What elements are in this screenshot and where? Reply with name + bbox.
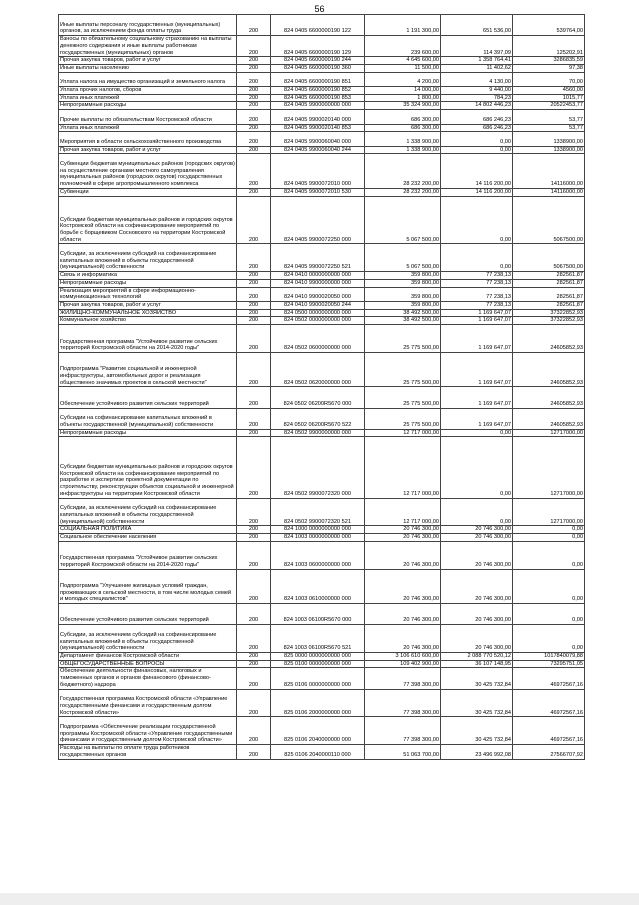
table-row — [59, 745, 585, 759]
row-rest-cell: 24605852,93 — [513, 325, 585, 353]
row-rest-cell: 46972567,16 — [513, 689, 585, 717]
row-plan-cell: 20 746 300,00 — [365, 625, 441, 653]
row-plan-cell: 5 067 500,00 — [365, 196, 441, 244]
table-row — [59, 87, 585, 95]
row-rest-cell: 4560,00 — [513, 87, 585, 95]
row-exec-cell: 0,00 — [441, 132, 513, 146]
row-exec-cell: 20 746 300,00 — [441, 625, 513, 653]
row-code-cell: 824 0502 06200R5670 522 — [271, 408, 365, 429]
row-exec-cell: 1 169 647,07 — [441, 352, 513, 387]
table-row — [59, 625, 585, 653]
row-code-cell: 824 0405 9900060040 244 — [271, 146, 365, 154]
row-plan-cell: 28 232 200,00 — [365, 154, 441, 189]
row-kvsr-cell: 200 — [237, 36, 271, 57]
row-name-cell: Прочая закупка товаров, работ и услуг — [59, 302, 237, 310]
row-rest-cell: 1338900,00 — [513, 132, 585, 146]
row-code-cell: 824 0410 9900020050 244 — [271, 302, 365, 310]
row-code-cell: 824 0410 9900000000 000 — [271, 279, 365, 287]
row-exec-cell: 20 746 300,00 — [441, 604, 513, 625]
row-name-cell: Обеспечение устойчивого развития сельских территорий — [59, 604, 237, 625]
budget-table — [58, 14, 585, 760]
row-code-cell: 824 0405 6600000190 360 — [271, 64, 365, 72]
row-exec-cell: 1 169 647,07 — [441, 309, 513, 317]
row-kvsr-cell: 200 — [237, 87, 271, 95]
row-kvsr-cell: 200 — [237, 146, 271, 154]
row-plan-cell: 359 800,00 — [365, 287, 441, 301]
row-plan-cell: 12 717 000,00 — [365, 429, 441, 437]
table-row — [59, 660, 585, 668]
row-plan-cell: 5 067 500,00 — [365, 244, 441, 272]
row-kvsr-cell: 200 — [237, 745, 271, 759]
row-kvsr-cell: 200 — [237, 72, 271, 86]
row-name-cell: Непрограммные расходы — [59, 429, 237, 437]
row-rest-cell: 53,77 — [513, 124, 585, 132]
row-rest-cell: 0,00 — [513, 534, 585, 542]
row-rest-cell: 24605852,93 — [513, 408, 585, 429]
table-row — [59, 154, 585, 189]
row-exec-cell: 14 116 200,00 — [441, 154, 513, 189]
row-exec-cell: 30 425 732,84 — [441, 717, 513, 745]
row-rest-cell: 46972567,16 — [513, 668, 585, 689]
row-rest-cell: 125202,91 — [513, 36, 585, 57]
row-code-cell: 824 0405 9900072250 000 — [271, 196, 365, 244]
row-plan-cell: 51 063 700,00 — [365, 745, 441, 759]
row-name-cell: Субсидии бюджетам муниципальных районов и городских округов Костромской области на софинансирование мероприятий по борьбе с борщевиком Сосновского на территории Костромской области — [59, 196, 237, 244]
table-row — [59, 110, 585, 124]
row-exec-cell: 30 425 732,84 — [441, 689, 513, 717]
row-code-cell: 825 0100 0000000000 000 — [271, 660, 365, 668]
row-kvsr-cell: 200 — [237, 57, 271, 65]
table-row — [59, 146, 585, 154]
row-code-cell: 824 0410 9900020050 000 — [271, 287, 365, 301]
row-name-cell: Иные выплаты персоналу государственных (муниципальных) органов, за исключением фонда оплаты труда — [59, 15, 237, 36]
row-kvsr-cell: 200 — [237, 437, 271, 498]
row-name-cell: Уплата иных платежей — [59, 124, 237, 132]
row-plan-cell: 12 717 000,00 — [365, 498, 441, 526]
row-plan-cell: 12 717 000,00 — [365, 437, 441, 498]
row-name-cell: Департамент финансов Костромской области — [59, 652, 237, 660]
row-plan-cell: 25 775 500,00 — [365, 352, 441, 387]
row-kvsr-cell: 200 — [237, 652, 271, 660]
row-exec-cell: 784,23 — [441, 94, 513, 102]
row-plan-cell: 20 746 300,00 — [365, 526, 441, 534]
row-name-cell: Иные выплаты населению — [59, 64, 237, 72]
row-code-cell: 824 0405 9900020140 853 — [271, 124, 365, 132]
table-row — [59, 317, 585, 325]
row-rest-cell: 1338900,00 — [513, 146, 585, 154]
row-name-cell: Реализация мероприятий в сфере информационно-коммуникационных технологий — [59, 287, 237, 301]
row-plan-cell: 1 338 900,00 — [365, 146, 441, 154]
row-plan-cell: 1 338 900,00 — [365, 132, 441, 146]
row-code-cell: 824 0410 0000000000 000 — [271, 272, 365, 280]
table-row — [59, 94, 585, 102]
row-kvsr-cell: 200 — [237, 94, 271, 102]
row-name-cell: СОЦИАЛЬНАЯ ПОЛИТИКА — [59, 526, 237, 534]
row-kvsr-cell: 200 — [237, 625, 271, 653]
row-plan-cell: 77 398 300,00 — [365, 668, 441, 689]
table-row — [59, 302, 585, 310]
row-plan-cell: 28 232 200,00 — [365, 188, 441, 196]
row-kvsr-cell: 200 — [237, 15, 271, 36]
row-name-cell: Государственная программа "Устойчивое развитие сельских территорий Костромской области на 2014-2020 годы" — [59, 325, 237, 353]
row-name-cell: Подпрограмма "Улучшение жилищных условий граждан, проживающих в сельской местности, в том числе молодых семей и молодых специалистов" — [59, 569, 237, 604]
row-name-cell: Обеспечение деятельности финансовых, налоговых и таможенных органов и органов финансового (финансово-бюджетного) надзора — [59, 668, 237, 689]
row-exec-cell: 9 440,00 — [441, 87, 513, 95]
table-row — [59, 132, 585, 146]
row-name-cell: Субсидии бюджетам муниципальных районов и городских округов Костромской области на софинансирование мероприятий по разработке и экспертизе проектной документации по строительству, реконструкции объектов социальной и инженерной инфраструктуры на территории Костромской области — [59, 437, 237, 498]
row-rest-cell: 46972567,16 — [513, 717, 585, 745]
row-exec-cell: 14 116 200,00 — [441, 188, 513, 196]
row-plan-cell: 239 600,00 — [365, 36, 441, 57]
row-code-cell: 824 1003 0000000000 000 — [271, 534, 365, 542]
row-rest-cell: 24605852,93 — [513, 352, 585, 387]
table-row — [59, 569, 585, 604]
row-plan-cell: 35 324 900,00 — [365, 102, 441, 110]
row-rest-cell: 1015,77 — [513, 94, 585, 102]
table-row — [59, 689, 585, 717]
row-kvsr-cell: 200 — [237, 498, 271, 526]
row-rest-cell: 282561,87 — [513, 302, 585, 310]
row-name-cell: Государственная программа Костромской области «Управление государственными финансами и государственным долгом Костромской области» — [59, 689, 237, 717]
row-plan-cell: 3 106 610 600,00 — [365, 652, 441, 660]
row-exec-cell: 0,00 — [441, 146, 513, 154]
row-rest-cell: 70,00 — [513, 72, 585, 86]
row-exec-cell: 686 246,23 — [441, 110, 513, 124]
row-rest-cell: 539764,00 — [513, 15, 585, 36]
row-plan-cell: 25 775 500,00 — [365, 387, 441, 408]
row-rest-cell: 24605852,93 — [513, 387, 585, 408]
row-code-cell: 824 0502 0600000000 000 — [271, 325, 365, 353]
row-rest-cell: 53,77 — [513, 110, 585, 124]
row-plan-cell: 1 800,00 — [365, 94, 441, 102]
row-code-cell: 825 0106 2040000000 000 — [271, 717, 365, 745]
row-kvsr-cell: 200 — [237, 317, 271, 325]
row-kvsr-cell: 200 — [237, 717, 271, 745]
row-name-cell: Субвенции — [59, 188, 237, 196]
table-row — [59, 717, 585, 745]
row-exec-cell: 20 746 300,00 — [441, 526, 513, 534]
row-plan-cell: 359 800,00 — [365, 302, 441, 310]
budget-table-body — [59, 15, 585, 760]
row-name-cell: Обеспечение устойчивого развития сельских территорий — [59, 387, 237, 408]
row-plan-cell: 20 746 300,00 — [365, 569, 441, 604]
row-kvsr-cell: 200 — [237, 569, 271, 604]
row-name-cell: Субсидии, за исключением субсидий на софинансирование капитальных вложений в объекты государственной (муниципальной) собственности — [59, 498, 237, 526]
row-name-cell: ОБЩЕГОСУДАРСТВЕННЫЕ ВОПРОСЫ — [59, 660, 237, 668]
row-exec-cell: 4 130,00 — [441, 72, 513, 86]
row-name-cell: Мероприятия в области сельскохозяйственного производства — [59, 132, 237, 146]
row-plan-cell: 38 492 500,00 — [365, 317, 441, 325]
row-code-cell: 824 1003 06100R5670 000 — [271, 604, 365, 625]
row-code-cell: 825 0106 2000000000 000 — [271, 689, 365, 717]
row-exec-cell: 0,00 — [441, 196, 513, 244]
row-name-cell: Уплата иных платежей — [59, 94, 237, 102]
row-kvsr-cell: 200 — [237, 309, 271, 317]
table-row — [59, 408, 585, 429]
table-row — [59, 244, 585, 272]
table-row — [59, 64, 585, 72]
row-name-cell: Субсидии, за исключением субсидий на софинансирование капитальных вложений в объекты государственной (муниципальной) собственности — [59, 625, 237, 653]
table-row — [59, 279, 585, 287]
row-plan-cell: 14 000,00 — [365, 87, 441, 95]
row-plan-cell: 77 398 300,00 — [365, 689, 441, 717]
table-row — [59, 534, 585, 542]
page-bottom-edge — [0, 893, 639, 905]
row-rest-cell: 0,00 — [513, 569, 585, 604]
row-name-cell: Прочая закупка товаров, работ и услуг — [59, 146, 237, 154]
row-rest-cell: 282561,87 — [513, 279, 585, 287]
row-name-cell: Прочая закупка товаров, работ и услуг — [59, 57, 237, 65]
row-code-cell: 824 0500 0000000000 000 — [271, 309, 365, 317]
row-exec-cell: 0,00 — [441, 429, 513, 437]
row-exec-cell: 1 169 647,07 — [441, 317, 513, 325]
page-number: 56 — [314, 4, 325, 14]
row-exec-cell: 77 238,13 — [441, 272, 513, 280]
row-plan-cell: 686 300,00 — [365, 124, 441, 132]
row-rest-cell: 0,00 — [513, 526, 585, 534]
row-name-cell: Субсидии на софинансирование капитальных вложений в объекты государственной (муниципальной) собственности — [59, 408, 237, 429]
row-rest-cell: 73295751,05 — [513, 660, 585, 668]
row-code-cell: 824 0405 6600000190 129 — [271, 36, 365, 57]
row-kvsr-cell: 200 — [237, 102, 271, 110]
row-plan-cell: 4 645 600,00 — [365, 57, 441, 65]
row-rest-cell: 282561,87 — [513, 287, 585, 301]
row-rest-cell: 12717000,00 — [513, 437, 585, 498]
row-rest-cell: 5067500,00 — [513, 244, 585, 272]
row-name-cell: ЖИЛИЩНО-КОММУНАЛЬНОЕ ХОЗЯЙСТВО — [59, 309, 237, 317]
row-name-cell: Непрограммные расходы — [59, 279, 237, 287]
row-code-cell: 824 0405 6600000190 122 — [271, 15, 365, 36]
row-exec-cell: 1 358 764,41 — [441, 57, 513, 65]
row-plan-cell: 359 800,00 — [365, 272, 441, 280]
row-plan-cell: 25 775 500,00 — [365, 325, 441, 353]
row-rest-cell: 97,38 — [513, 64, 585, 72]
table-row — [59, 437, 585, 498]
row-name-cell: Связь и информатика — [59, 272, 237, 280]
table-row — [59, 429, 585, 437]
table-row — [59, 196, 585, 244]
row-code-cell: 824 0502 0000000000 000 — [271, 317, 365, 325]
row-code-cell: 824 0405 9900020140 000 — [271, 110, 365, 124]
row-code-cell: 824 0405 6600000190 851 — [271, 72, 365, 86]
row-kvsr-cell: 200 — [237, 604, 271, 625]
row-code-cell: 824 1003 0610000000 000 — [271, 569, 365, 604]
table-row — [59, 604, 585, 625]
row-plan-cell: 20 746 300,00 — [365, 534, 441, 542]
row-plan-cell: 686 300,00 — [365, 110, 441, 124]
row-code-cell: 824 0405 6600000190 244 — [271, 57, 365, 65]
row-plan-cell: 109 402 900,00 — [365, 660, 441, 668]
row-name-cell: Подпрограмма «Обеспечение реализации государственной программы Костромской области «Управление государственными финансами и государственным долгом Костромской области» — [59, 717, 237, 745]
row-exec-cell: 11 402,62 — [441, 64, 513, 72]
row-rest-cell: 14116000,00 — [513, 154, 585, 189]
row-rest-cell: 0,00 — [513, 625, 585, 653]
row-code-cell: 825 0000 0000000000 000 — [271, 652, 365, 660]
table-row — [59, 498, 585, 526]
row-exec-cell: 23 496 992,08 — [441, 745, 513, 759]
row-kvsr-cell: 200 — [237, 124, 271, 132]
row-name-cell: Коммунальное хозяйство — [59, 317, 237, 325]
row-exec-cell: 77 238,13 — [441, 287, 513, 301]
row-rest-cell: 20522453,77 — [513, 102, 585, 110]
row-kvsr-cell: 200 — [237, 408, 271, 429]
row-exec-cell: 20 746 300,00 — [441, 534, 513, 542]
row-exec-cell: 686 246,23 — [441, 124, 513, 132]
row-kvsr-cell: 200 — [237, 279, 271, 287]
row-code-cell: 824 0502 9900072320 000 — [271, 437, 365, 498]
row-kvsr-cell: 200 — [237, 541, 271, 569]
row-kvsr-cell: 200 — [237, 387, 271, 408]
row-kvsr-cell: 200 — [237, 244, 271, 272]
row-name-cell: Уплата налога на имущество организаций и земельного налога — [59, 72, 237, 86]
row-code-cell: 824 0405 9900060040 000 — [271, 132, 365, 146]
table-row — [59, 15, 585, 36]
row-exec-cell: 14 802 446,23 — [441, 102, 513, 110]
row-exec-cell: 1 169 647,07 — [441, 325, 513, 353]
row-code-cell: 824 0405 6600000190 853 — [271, 94, 365, 102]
row-name-cell: Уплата прочих налогов, сборов — [59, 87, 237, 95]
row-rest-cell: 1017840079,88 — [513, 652, 585, 660]
row-code-cell: 825 0106 0000000000 000 — [271, 668, 365, 689]
row-kvsr-cell: 200 — [237, 689, 271, 717]
row-rest-cell: 12717000,00 — [513, 498, 585, 526]
table-row — [59, 309, 585, 317]
row-plan-cell: 359 800,00 — [365, 279, 441, 287]
row-name-cell: Подпрограмма "Развитие социальной и инженерной инфраструктуры, автомобильных дорог и реализация общественно значимых проектов в сельской местности" — [59, 352, 237, 387]
row-exec-cell: 30 425 732,84 — [441, 668, 513, 689]
row-name-cell: Взносы по обязательному социальному страхованию на выплаты денежного содержания и иные выплаты работникам государственных (муниципальных) органов — [59, 36, 237, 57]
row-exec-cell: 0,00 — [441, 244, 513, 272]
row-exec-cell: 1 169 647,07 — [441, 387, 513, 408]
table-row — [59, 387, 585, 408]
row-kvsr-cell: 200 — [237, 668, 271, 689]
row-code-cell: 824 0405 6600000190 852 — [271, 87, 365, 95]
table-row — [59, 72, 585, 86]
row-rest-cell: 37322852,93 — [513, 309, 585, 317]
row-rest-cell: 27566707,92 — [513, 745, 585, 759]
row-code-cell: 824 0502 0620000000 000 — [271, 352, 365, 387]
row-kvsr-cell: 200 — [237, 196, 271, 244]
row-kvsr-cell: 200 — [237, 325, 271, 353]
row-exec-cell: 2 088 770 520,12 — [441, 652, 513, 660]
row-code-cell: 824 1003 06100R5670 521 — [271, 625, 365, 653]
table-row — [59, 272, 585, 280]
row-rest-cell: 0,00 — [513, 604, 585, 625]
row-exec-cell: 20 746 300,00 — [441, 569, 513, 604]
row-kvsr-cell: 200 — [237, 287, 271, 301]
table-row — [59, 188, 585, 196]
row-code-cell: 824 0502 9900072320 521 — [271, 498, 365, 526]
row-exec-cell: 20 746 300,00 — [441, 541, 513, 569]
row-name-cell: Субвенции бюджетам муниципальных районов (городских округов) на осуществление органами местного самоуправления муниципальных районов (городских округов) государственных полномочий в сфере агропромышленного комплекса — [59, 154, 237, 189]
table-row — [59, 57, 585, 65]
row-plan-cell: 11 500,00 — [365, 64, 441, 72]
row-exec-cell: 114 397,09 — [441, 36, 513, 57]
row-code-cell: 825 0106 2040000110 000 — [271, 745, 365, 759]
row-code-cell: 824 0502 9900000000 000 — [271, 429, 365, 437]
row-code-cell: 824 1003 0600000000 000 — [271, 541, 365, 569]
row-plan-cell: 25 775 500,00 — [365, 408, 441, 429]
row-exec-cell: 77 238,13 — [441, 279, 513, 287]
row-kvsr-cell: 200 — [237, 154, 271, 189]
table-row — [59, 352, 585, 387]
row-plan-cell: 20 746 300,00 — [365, 541, 441, 569]
row-kvsr-cell: 200 — [237, 302, 271, 310]
row-kvsr-cell: 200 — [237, 526, 271, 534]
row-rest-cell: 0,00 — [513, 541, 585, 569]
row-kvsr-cell: 200 — [237, 272, 271, 280]
row-code-cell: 824 0502 06200R5670 000 — [271, 387, 365, 408]
row-rest-cell: 37322852,93 — [513, 317, 585, 325]
row-name-cell: Расходы на выплаты по оплате труда работников государственных органов — [59, 745, 237, 759]
row-rest-cell: 5067500,00 — [513, 196, 585, 244]
row-kvsr-cell: 200 — [237, 660, 271, 668]
row-kvsr-cell: 200 — [237, 132, 271, 146]
row-exec-cell: 1 169 647,07 — [441, 408, 513, 429]
row-rest-cell: 14116000,00 — [513, 188, 585, 196]
row-code-cell: 824 0405 9900072010 530 — [271, 188, 365, 196]
row-plan-cell: 38 492 500,00 — [365, 309, 441, 317]
row-exec-cell: 36 107 148,95 — [441, 660, 513, 668]
row-code-cell: 824 0405 9900072250 521 — [271, 244, 365, 272]
row-rest-cell: 3286835,59 — [513, 57, 585, 65]
row-rest-cell: 12717000,00 — [513, 429, 585, 437]
row-code-cell: 824 0405 9900000000 000 — [271, 102, 365, 110]
table-row — [59, 36, 585, 57]
table-row — [59, 541, 585, 569]
row-code-cell: 824 1000 0000000000 000 — [271, 526, 365, 534]
row-name-cell: Непрограммные расходы — [59, 102, 237, 110]
table-row — [59, 652, 585, 660]
row-code-cell: 824 0405 9900072010 000 — [271, 154, 365, 189]
row-kvsr-cell: 200 — [237, 534, 271, 542]
row-kvsr-cell: 200 — [237, 429, 271, 437]
row-name-cell: Прочие выплаты по обязательствам Костромской области — [59, 110, 237, 124]
row-rest-cell: 282561,87 — [513, 272, 585, 280]
row-plan-cell: 1 191 300,00 — [365, 15, 441, 36]
table-row — [59, 668, 585, 689]
row-exec-cell: 77 238,13 — [441, 302, 513, 310]
table-row — [59, 325, 585, 353]
row-name-cell: Государственная программа "Устойчивое развитие сельских территорий Костромской области на 2014-2020 годы" — [59, 541, 237, 569]
row-kvsr-cell: 200 — [237, 188, 271, 196]
row-plan-cell: 4 200,00 — [365, 72, 441, 86]
table-row — [59, 102, 585, 110]
table-row — [59, 526, 585, 534]
row-kvsr-cell: 200 — [237, 110, 271, 124]
row-kvsr-cell: 200 — [237, 352, 271, 387]
row-name-cell: Субсидии, за исключением субсидий на софинансирование капитальных вложений в объекты государственной (муниципальной) собственности — [59, 244, 237, 272]
row-plan-cell: 20 746 300,00 — [365, 604, 441, 625]
row-exec-cell: 0,00 — [441, 498, 513, 526]
row-plan-cell: 77 398 300,00 — [365, 717, 441, 745]
row-kvsr-cell: 200 — [237, 64, 271, 72]
row-name-cell: Социальное обеспечение населения — [59, 534, 237, 542]
row-exec-cell: 651 536,00 — [441, 15, 513, 36]
table-row — [59, 124, 585, 132]
table-row — [59, 287, 585, 301]
row-exec-cell: 0,00 — [441, 437, 513, 498]
